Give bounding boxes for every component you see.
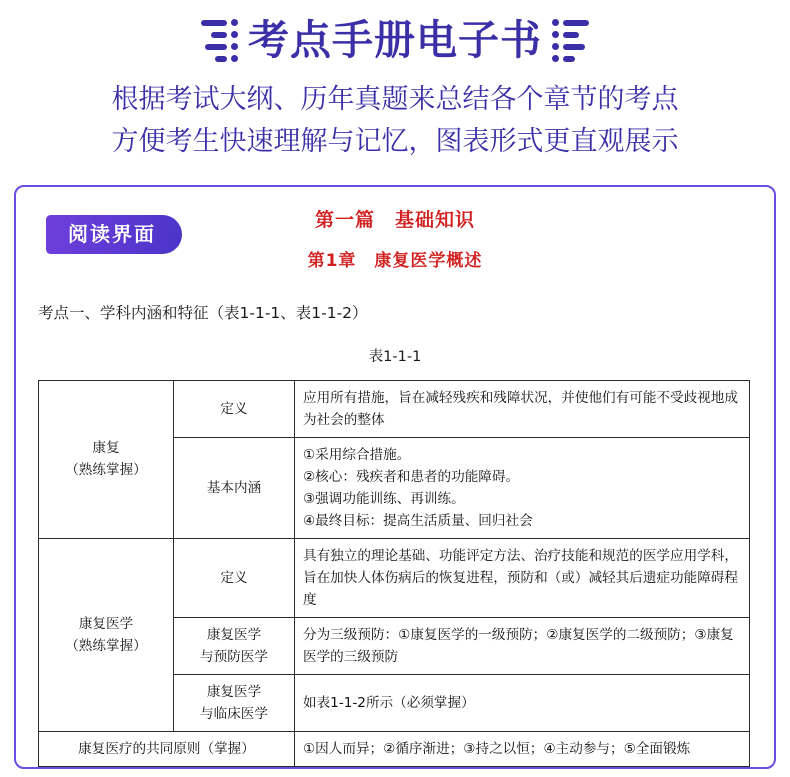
ornament-right-icon (552, 19, 589, 62)
cell-label: 定义 (174, 380, 295, 437)
cell-content: 应用所有措施，旨在减轻残疾和残障状况，并使他们有可能不受歧视地成为社会的整体 (295, 380, 750, 437)
table-row (39, 538, 750, 617)
promo-subtitle-line-2: 方便考生快速理解与记忆，图表形式更直观展示 (111, 125, 679, 157)
cell-label: 定义 (174, 538, 295, 617)
page-title: 考点手册电子书 (248, 16, 542, 64)
exam-point-table (38, 380, 750, 767)
doc-chapter-title: 第1章 康复医学概述 (307, 250, 483, 271)
cell-label: 康复医学 与预防医学 (174, 617, 295, 674)
row-group-label-2: 康复医学 （熟练掌握） (39, 538, 174, 731)
cell-content: ①采用综合措施。 ②核心：残疾者和患者的功能障碍。 ③强调功能训练、再训练。 ④最终目标：提高生活质量、回归社会 (295, 437, 750, 538)
promo-header (0, 0, 790, 163)
ornament-left-icon (201, 19, 238, 62)
table-row (39, 731, 750, 766)
reader-preview-card (14, 185, 776, 769)
cell-content: 如表1-1-2所示（必须掌握） (295, 674, 750, 731)
table-row (39, 380, 750, 437)
cell-content: 具有独立的理论基础、功能评定方法、治疗技能和规范的医学应用学科，旨在加快人体伤病后的恢复进程，预防和（或）减轻其后遗症功能障碍程度 (295, 538, 750, 617)
exam-point-line: 考点一、学科内涵和特征（表1-1-1、表1-1-2） (38, 303, 368, 322)
cell-label: 康复医疗的共同原则（掌握） (39, 731, 295, 766)
cell-label: 康复医学 与临床医学 (174, 674, 295, 731)
doc-part-title: 第一篇 基础知识 (314, 208, 475, 231)
reader-mode-badge: 阅读界面 (46, 215, 182, 254)
title-row (0, 18, 790, 63)
table-wrapper (38, 380, 752, 767)
table-caption: 表1-1-1 (368, 348, 422, 365)
cell-content: ①因人而异；②循序渐进；③持之以恒；④主动参与；⑤全面锻炼 (295, 731, 750, 766)
promo-subtitle (0, 79, 790, 163)
promo-subtitle-line-1: 根据考试大纲、历年真题来总结各个章节的考点 (111, 84, 679, 116)
cell-label: 基本内涵 (174, 437, 295, 538)
cell-content: 分为三级预防：①康复医学的一级预防；②康复医学的二级预防；③康复医学的三级预防 (295, 617, 750, 674)
row-group-label-1: 康复 （熟练掌握） (39, 380, 174, 538)
